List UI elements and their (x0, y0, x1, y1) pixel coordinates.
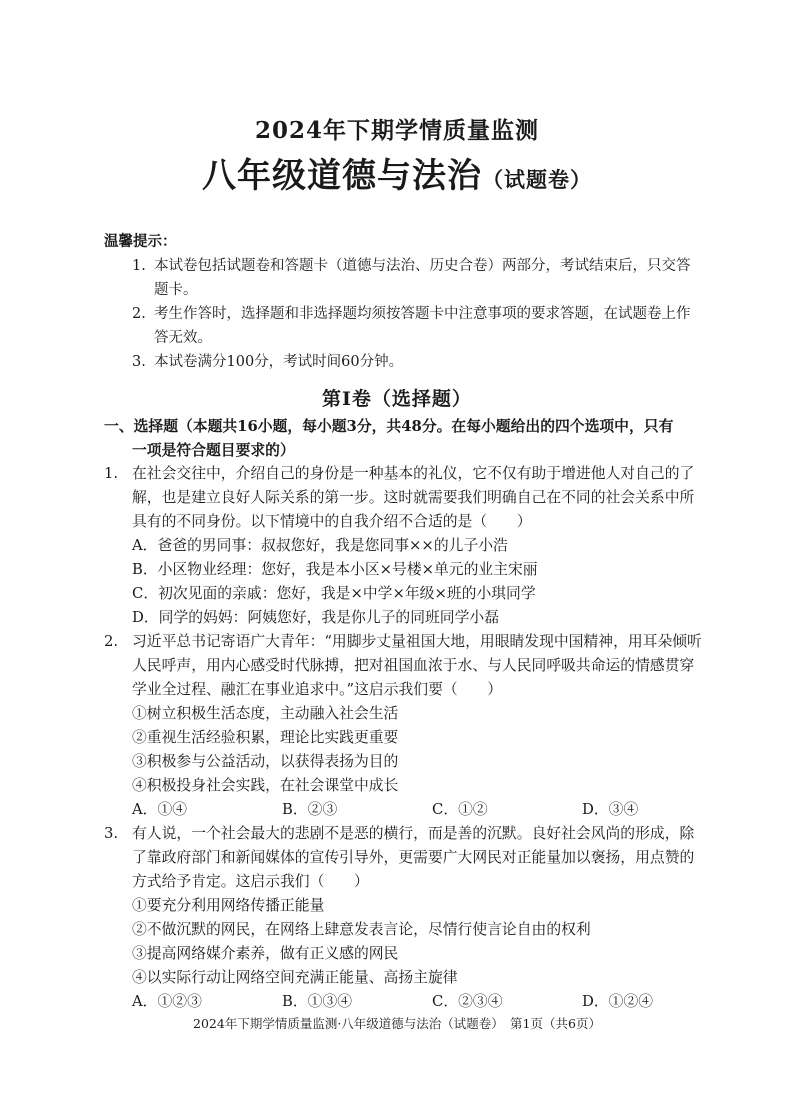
tip-item (132, 302, 702, 350)
question-stem: 在社会交往中，介绍自己的身份是一种基本的礼仪，它不仅有助于增进他人对自己的了解，也是建立良好人际关系的第一步。这时就需要我们明确自己在不同的社会关系中所具有的不同身份。以下情境中的自我介绍不合适的是（ ） (132, 465, 695, 530)
choice-d: D．①②④ (582, 993, 654, 1010)
tip-number: 3. (132, 354, 146, 370)
statement-4: ④以实际行动让网络空间充满正能量、高扬主旋律 (132, 969, 458, 986)
question-stem: 习近平总书记寄语广大青年：“用脚步丈量祖国大地，用眼睛发现中国精神，用耳朵倾听人民呼声，用内心感受时代脉搏，把对祖国血浓于水、与人民同呼吸共命运的情感贯穿学业全过程、融汇在事业追求中。”这启示我们要（ ） (132, 633, 702, 698)
question-2 (104, 630, 704, 702)
choice-c: C．②③④ (432, 993, 503, 1010)
question-stem: 有人说，一个社会最大的悲剧不是恶的横行，而是善的沉默。良好社会风尚的形成，除了靠政府部门和新闻媒体的宣传引导外，更需要广大网民对正能量加以褒扬，用点赞的方式给予肯定。这启示我们（ ） (132, 825, 695, 890)
choice-b: B．②③ (282, 801, 338, 818)
part-instructions-line2: 一项是符合题目要求的） (132, 442, 295, 459)
exam-subtitle: 2024年下期学情质量监测 (254, 117, 539, 144)
page-footer: 2024年下期学情质量监测·八年级道德与法治（试题卷） 第1页（共6页） (193, 1016, 601, 1031)
statement-2: ②重视生活经验积累，理论比实践更重要 (132, 729, 399, 746)
question-1 (104, 462, 704, 534)
choice-d: D．③④ (582, 801, 639, 818)
tip-number: 2. (132, 306, 146, 322)
statement-1: ①树立积极生活态度，主动融入社会生活 (132, 705, 399, 722)
section-heading: 第Ⅰ卷（选择题） (322, 388, 472, 410)
exam-title-sub: （试题卷） (482, 167, 592, 192)
tip-item (132, 350, 702, 374)
tip-number: 1. (132, 258, 146, 274)
exam-title (0, 148, 794, 197)
statement-1: ①要充分利用网络传播正能量 (132, 897, 325, 914)
part-instructions-line1: 一、选择题（本题共16小题，每小题3分，共48分。在每小题给出的四个选项中，只有 (104, 418, 674, 435)
choice-a: A．①④ (132, 801, 188, 818)
choice-a: A．①②③ (132, 993, 202, 1010)
tips-heading: 温馨提示： (104, 233, 177, 250)
option-d: D．同学的妈妈：阿姨您好，我是你儿子的同班同学小磊 (132, 609, 499, 626)
option-a: A．爸爸的男同事：叔叔您好，我是您同事××的儿子小浩 (132, 537, 508, 554)
option-b: B．小区物业经理：您好，我是本小区×号楼×单元的业主宋丽 (132, 561, 538, 578)
option-c: C．初次见面的亲戚：您好，我是×中学×年级×班的小琪同学 (132, 585, 536, 602)
tip-text: 本试卷包括试题卷和答题卡（道德与法治、历史合卷）两部分，考试结束后，只交答题卡。 (154, 258, 691, 298)
tip-text: 考生作答时，选择题和非选择题均须按答题卡中注意事项的要求答题，在试题卷上作答无效。 (154, 306, 691, 346)
question-3 (104, 822, 704, 894)
question-number: 3. (104, 825, 119, 842)
statement-3: ③积极参与公益活动，以获得表扬为目的 (132, 753, 399, 770)
tip-text: 本试卷满分100分，考试时间60分钟。 (154, 354, 404, 370)
part-instructions (104, 415, 700, 463)
exam-title-main: 八年级道德与法治 (202, 156, 482, 196)
question-number: 2. (104, 633, 119, 650)
statement-4: ④积极投身社会实践，在社会课堂中成长 (132, 777, 399, 794)
statement-2: ②不做沉默的网民，在网络上肆意发表言论，尽情行使言论自由的权利 (132, 921, 591, 938)
choice-b: B．①③④ (282, 993, 353, 1010)
choice-c: C．①② (432, 801, 488, 818)
statement-3: ③提高网络媒介素养，做有正义感的网民 (132, 945, 399, 962)
question-number: 1. (104, 465, 119, 482)
tip-item (132, 254, 702, 302)
